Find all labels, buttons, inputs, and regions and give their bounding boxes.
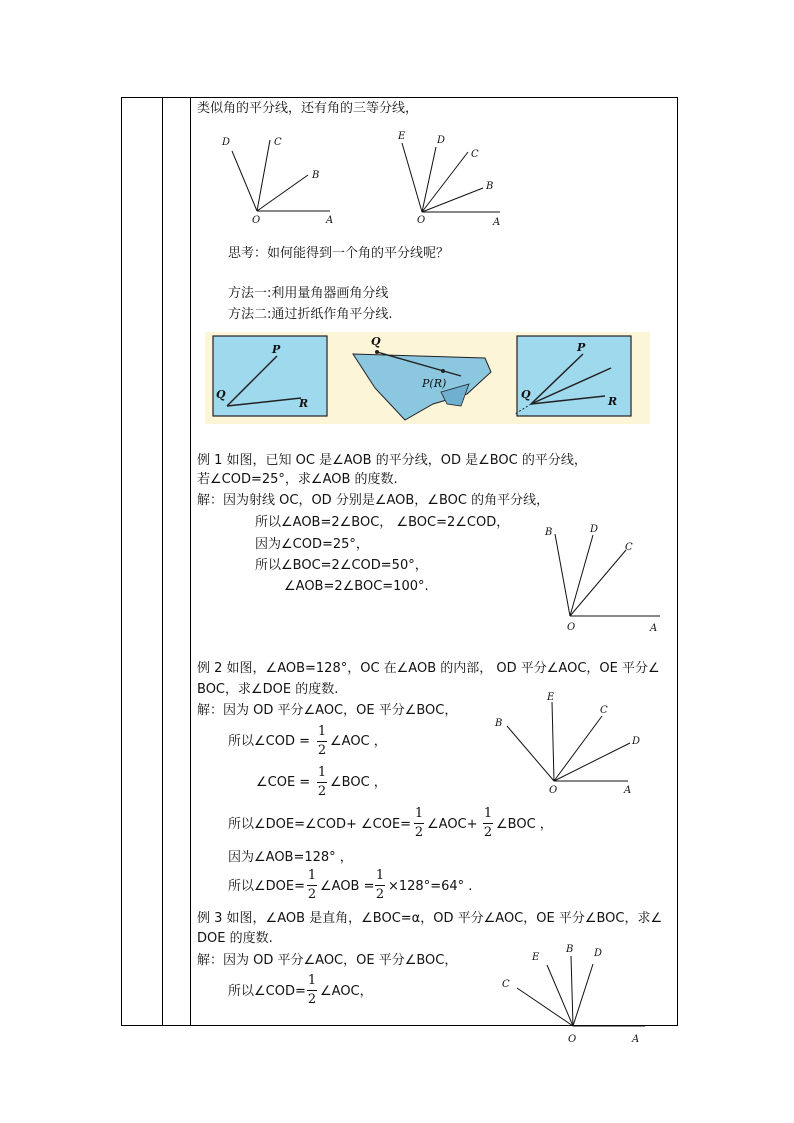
ex1-sol2: 所以∠AOB=2∠BOC， ∠BOC=2∠COD，	[255, 515, 510, 530]
column-divider-1	[162, 97, 163, 1026]
label-e: E	[547, 692, 555, 703]
label-d: D	[222, 137, 231, 148]
label-b: B	[566, 944, 574, 955]
ex2-s6c: ×128°=64° .	[388, 879, 473, 894]
label-a: A	[632, 1034, 640, 1045]
label-o: O	[549, 785, 558, 796]
column-divider-2	[190, 97, 191, 1026]
label-a: A	[493, 217, 501, 228]
trisector-figure	[390, 125, 510, 230]
frac-bar	[317, 741, 327, 742]
frac-den: 2	[375, 887, 385, 902]
think-text: 思考：如何能得到一个角的平分线呢？	[228, 246, 450, 261]
ex2-sol1: 解：因为 OD 平分∠AOC，OE 平分∠BOC，	[197, 703, 458, 718]
ex3-line1: 例 3 如图，∠AOB 是直角，∠BOC=α，OD 平分∠AOC，OE 平分∠BOC，求∠	[197, 911, 663, 926]
label-d: D	[632, 736, 640, 747]
frac-den: 2	[317, 784, 327, 799]
label-o: O	[567, 622, 576, 633]
bisector-figure	[210, 128, 350, 228]
label-a: A	[326, 215, 334, 226]
frac-bar	[414, 823, 424, 824]
ex2-s6b: ∠AOB =	[320, 879, 375, 894]
frac-den: 2	[307, 887, 317, 902]
frac-num: 1	[307, 868, 317, 883]
ex2-s2b: ∠AOC ，	[330, 734, 387, 749]
label-o: O	[417, 215, 426, 226]
label-d: D	[590, 524, 599, 535]
fold-label-p3: P	[577, 341, 586, 354]
ex2-s4a: 所以∠DOE=∠COD+ ∠COE=	[228, 817, 412, 832]
method2-text: 方法二:通过折纸作角平分线.	[228, 307, 393, 322]
ex3-line2: DOE 的度数.	[197, 931, 273, 946]
label-c: C	[600, 705, 608, 716]
frac-num: 1	[483, 806, 493, 821]
label-c: C	[625, 542, 633, 553]
frac-den: 2	[414, 825, 424, 840]
ex2-line1: 例 2 如图，∠AOB=128°，OC 在∠AOB 的内部， OD 平分∠AOC，OE 平分∠	[197, 661, 660, 676]
frac-num: 1	[317, 724, 327, 739]
label-c: C	[502, 979, 510, 990]
ex2-line2: BOC，求∠DOE 的度数.	[197, 682, 339, 697]
label-d: D	[594, 948, 603, 959]
ex1-sol4: 所以∠BOC=2∠COD=50°，	[255, 558, 428, 573]
label-d: D	[437, 135, 446, 146]
fold-label-p1: P	[272, 343, 281, 356]
ex1-line2: 若∠COD=25°，求∠AOB 的度数.	[197, 472, 398, 487]
ex1-sol1: 解：因为射线 OC，OD 分别是∠AOB，∠BOC 的角平分线，	[197, 493, 550, 508]
fold-label-q2: Q	[371, 335, 381, 348]
ex3-figure	[495, 940, 655, 1048]
label-e: E	[532, 952, 540, 963]
method1-text: 方法一:利用量角器画角分线	[228, 286, 389, 301]
label-b: B	[312, 170, 320, 181]
fold-label-r3: R	[608, 395, 618, 408]
label-c: C	[274, 137, 282, 148]
ex2-s5: 因为∠AOB=128° ，	[228, 850, 353, 865]
ex1-sol3: 因为∠COD=25°，	[255, 537, 369, 552]
frac-num: 1	[317, 765, 327, 780]
ex1-figure	[538, 518, 668, 636]
fold-label-q3: Q	[521, 388, 531, 401]
ex1-line1: 例 1 如图，已知 OC 是∠AOB 的平分线，OD 是∠BOC 的平分线，	[197, 453, 587, 468]
intro-text: 类似角的平分线，还有角的三等分线，	[197, 101, 419, 116]
ex2-s2a: 所以∠COD =	[228, 734, 310, 749]
frac-bar	[375, 885, 385, 886]
label-o: O	[568, 1034, 577, 1045]
frac-bar	[317, 782, 327, 783]
ex2-figure	[490, 688, 640, 798]
frac-bar	[483, 823, 493, 824]
frac-den: 2	[317, 743, 327, 758]
label-e: E	[398, 131, 406, 142]
label-a: A	[650, 623, 658, 634]
ex3-s2a: 所以∠COD=	[228, 984, 306, 999]
ex3-sol1: 解：因为 OD 平分∠AOC，OE 平分∠BOC，	[197, 953, 458, 968]
ex2-s3a: ∠COE =	[256, 775, 311, 790]
frac-num: 1	[414, 806, 424, 821]
paper-fold-illustration	[205, 332, 650, 424]
frac-den: 2	[483, 825, 493, 840]
ex1-sol5: ∠AOB=2∠BOC=100°.	[284, 579, 429, 594]
label-o: O	[252, 215, 261, 226]
label-b: B	[495, 718, 503, 729]
label-c: C	[471, 149, 479, 160]
ex2-s4b: ∠AOC+	[427, 817, 478, 832]
ex2-s4c: ∠BOC ，	[496, 817, 553, 832]
ex2-s6a: 所以∠DOE=	[228, 879, 306, 894]
label-b: B	[545, 527, 553, 538]
label-a: A	[624, 785, 632, 796]
frac-bar	[307, 885, 317, 886]
frac-num: 1	[307, 973, 317, 988]
fold-label-q1: Q	[216, 388, 226, 401]
fold-label-pr: P(R)	[422, 377, 447, 390]
frac-num: 1	[375, 868, 385, 883]
ex3-s2b: ∠AOC，	[320, 984, 373, 999]
label-b: B	[486, 181, 494, 192]
frac-bar	[307, 990, 317, 991]
frac-den: 2	[307, 992, 317, 1007]
fold-label-r1: R	[299, 397, 309, 410]
ex2-s3b: ∠BOC ，	[330, 775, 387, 790]
